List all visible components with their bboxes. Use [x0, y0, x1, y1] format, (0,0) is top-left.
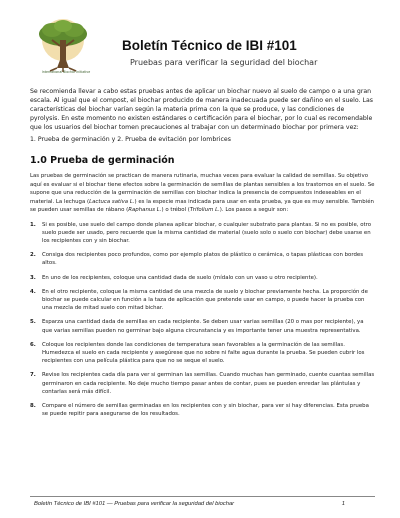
document-subtitle: Pruebas para verificar la seguridad del biochar	[130, 58, 318, 67]
document-title: Boletín Técnico de IBI #101	[122, 38, 297, 53]
step-item	[30, 221, 375, 246]
step-number: 3.	[30, 274, 36, 281]
step-item	[30, 371, 375, 396]
step-item	[30, 288, 375, 313]
step-text: Compare el número de semillas germinadas en los recipientes con y sin biochar, para ver si hay diferencias. Esta prueba se puede repitir para asegurarse de los resultados.	[42, 402, 369, 418]
section-heading: 1.0 Prueba de germinación	[30, 155, 175, 166]
species-name: Raphanus L.	[128, 207, 162, 213]
section-body	[30, 172, 375, 424]
document-header	[30, 18, 375, 78]
step-number: 2.	[30, 252, 36, 259]
page-number: 1	[341, 501, 345, 507]
tree-logo-icon	[30, 18, 96, 72]
intro-paragraph: Se recomienda llevar a cabo estas pruebas antes de aplicar un biochar nuevo al suelo de campo o a una gran escala. Al igual que el compost, el biochar producido de manera inadecuada puede ser dañino en el suelo. Las características del biochar varían según la materia prima con la que se produce, y las condiciones de pyrolysis. En este momento no existen estándares o certificación para el biochar, por lo cual es recomendable que los usuarios del biochar tomen precauciones al trabajar con un determinado biochar por primera vez:	[30, 88, 373, 131]
paragraph-text: Las pruebas de germinación se practican de manera rutinaria, muchas veces para evaluar la calidad de semillas. Su objetivo aquí es evaluar si el biochar tiene efectos sobre la germinación de semillas de plantas sensibles a los trastornos en el suelo. Se supone que una reducción de la germinación de semillas con biochar indica la presencia de compuestos indeseables en el material. La lechuga (	[30, 173, 375, 205]
step-number: 5.	[30, 319, 36, 326]
step-text: En uno de los recipientes, coloque una cantidad dada de suelo (mídalo con un vaso u otro recipiente).	[42, 274, 318, 281]
step-number: 1.	[30, 221, 36, 228]
step-number: 7.	[30, 372, 36, 379]
paragraph-text: ) es la especie mas indicada para usar en esta prueba, ya que es muy sensible. También se pueden usar semillas de rábano (	[30, 198, 374, 213]
step-item	[30, 402, 375, 418]
species-name: Trifolium L.	[189, 207, 220, 213]
step-item	[30, 318, 375, 334]
step-text: Si es posible, use suelo del campo donde planea aplicar biochar, o cualquier substrato para plantas. Si no es posible, otro suelo puede ser usado, pero recuerde que la misma cantidad de material (suelo solo o suelo con biochar) debe usarse en los recipientes con y sin biochar.	[42, 221, 372, 244]
step-item	[30, 341, 375, 366]
intro-section	[30, 87, 375, 147]
page-footer	[30, 496, 375, 510]
step-item	[30, 274, 375, 282]
step-text: Consiga dos recipientes poco profundos, como por ejemplo platos de plástico o cerámica, o tapas plásticas con bordes altos.	[42, 252, 364, 267]
section-paragraph	[30, 172, 375, 215]
step-text: Revise los recipientes cada día para ver si germinan las semillas. Cuando muchas han germinado, cuente cuantas semillas germinaron en cada recipiente. No deje mucho tiempo pasar antes de contar, pues se pueden enredar las plántulas y contarlas será más difícil.	[42, 372, 375, 395]
step-number: 6.	[30, 341, 36, 348]
species-name: Lactuca sativa L.	[89, 198, 135, 205]
test-list: 1. Prueba de germinación y 2. Prueba de evitación por lombrices	[30, 136, 231, 143]
step-text: Coloque los recipientes donde las condiciones de temperatura sean favorables a la germinación de las semillas. Humedezca el suelo en cada recipiente y asegúrese que no sobre ni falte agua durante la prueba. Se pueden cubrir los recipientes con una película plástica para que no se seque el suelo.	[42, 341, 365, 365]
paragraph-text: ). Los pasos a seguir son:	[219, 207, 289, 213]
logo-caption: International Biochar Initiative	[41, 70, 91, 74]
step-text: En el otro recipiente, coloque la misma cantidad de una mezcla de suelo y biochar previamente hecha. La proporción de biochar se puede calcular en función a la taza de aplicación que pretende usar en campo, o puede hacer la prueba con una mezcla de mitad suelo con mitad bichar.	[42, 288, 368, 312]
step-text: Esparza una cantidad dada de semillas en cada recipiente. Se deben usar varias semillas (20 o mas por recipiente), ya que varias semillas pueden no germinar bajo alguna circunstancia y es importante tener una muestra representativa.	[42, 319, 364, 334]
footer-text: Boletín Técnico de IBI #101 — Pruebas para verificar la seguridad del biochar	[34, 501, 235, 507]
step-number: 4.	[30, 288, 36, 295]
step-item	[30, 251, 375, 267]
ibi-logo	[30, 18, 96, 76]
steps-list	[30, 221, 375, 419]
paragraph-text: ) o trébol (	[161, 207, 190, 213]
step-number: 8.	[30, 402, 36, 409]
